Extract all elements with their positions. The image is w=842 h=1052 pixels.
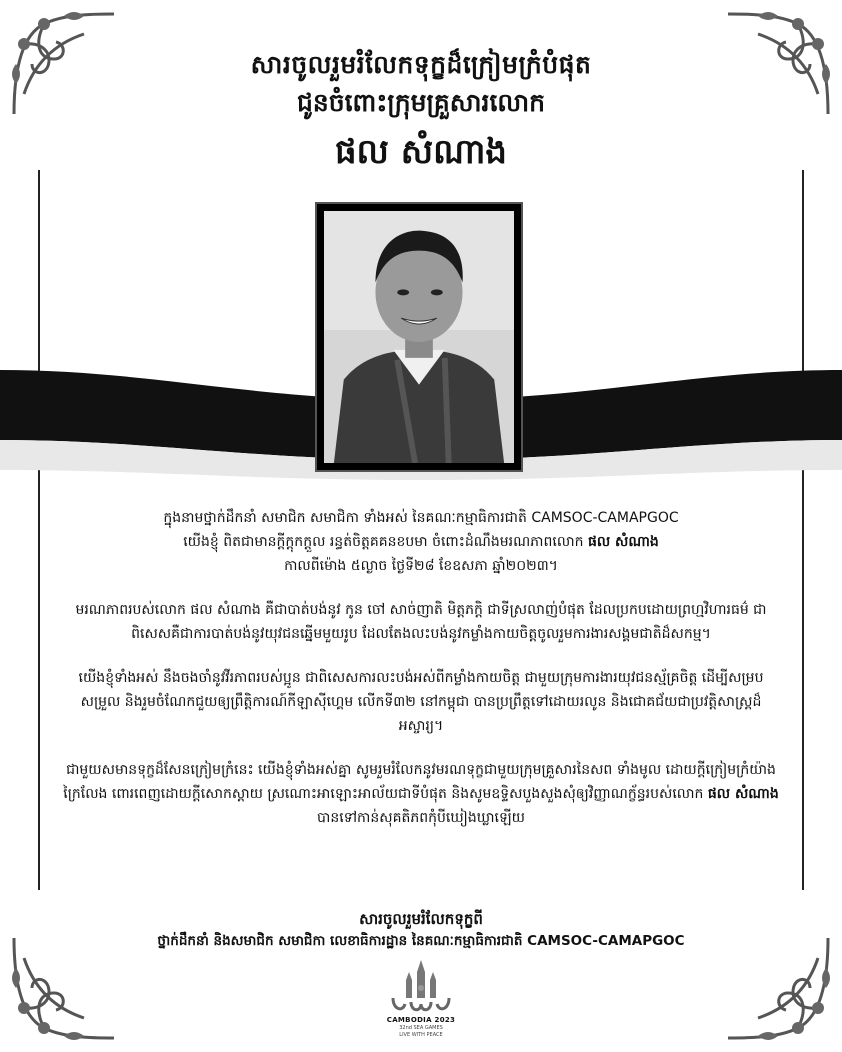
- header-title: សារចូលរួមរំលែកទុក្ខដ៏ក្រៀមក្រំបំផុត: [250, 50, 592, 79]
- paragraph-1-line-3: កាលពីម៉ោង ៥ល្ងាច ថ្ងៃទី២៨ ខែឧសភា ឆ្នាំ២០២៣។: [284, 558, 558, 574]
- footer: [0, 908, 842, 952]
- footer-title: សារចូលរួមរំលែកទុក្ខពី: [359, 910, 483, 928]
- angkor-temple-icon: [381, 958, 461, 1016]
- message-body: [60, 506, 782, 850]
- header: [0, 46, 842, 178]
- sea-games-logo: [381, 958, 461, 1044]
- deceased-name: ផល សំណាង: [334, 132, 508, 172]
- paragraph-1-line-1: ក្នុងនាមថ្នាក់ដឹកនាំ សមាជិក សមាជិកា ទាំងអស់ នៃគណៈកម្មាធិការជាតិ CAMSOC-CAMAPGOC: [163, 510, 679, 526]
- paragraph-4-text: ជាមួយសមានទុក្ខដ៏សែនក្រៀមក្រំនេះ យើងខ្ញុំទាំងអស់គ្នា សូមរួមរំលែកនូវមរណទុក្ខជាមួយក្រុមគ្រួសារនៃសព ទាំងមូល ដោយក្តីក្រៀមក្រំយ៉ាងក្រៃលែង ពោរពេញដោយក្តីសោកស្តាយ ស្រណោះអាឡោះអាល័យជាទីបំផុត និងសូមឧទ្ទិសបួងសួងសុំឲ្យវិញ្ញាណក្ខ័ន្ធរបស់លោក: [63, 762, 776, 802]
- logo-title: CAMBODIA 2023: [386, 1016, 456, 1024]
- paragraph-1-line-2: យើងខ្ញុំ ពិតជាមានក្តីក្តុកក្តួល រន្ធត់ចិត្តគគនខបមា ចំពោះដំណឹងមរណភាពលោក: [183, 534, 584, 550]
- header-subtitle: ជូនចំពោះក្រុមគ្រួសារលោក: [296, 88, 546, 117]
- logo-subtitle-1: 32nd SEA GAMES: [399, 1025, 443, 1031]
- left-border-line: [38, 170, 40, 890]
- logo-subtitle-2: LIVE WITH PEACE: [399, 1032, 443, 1038]
- paragraph-4-end: បានទៅកាន់សុគតិភពកុំបីឃៀងឃ្លាឡើយ: [317, 810, 525, 826]
- paragraph-3: យើងខ្ញុំទាំងអស់ នឹងចងចាំនូវវីរភាពរបស់ប្អូន ជាពិសេសការលះបង់អស់ពីកម្លាំងកាយចិត្ត ជាមួយក្រុមការងារយុវជនស្ម័គ្រចិត្ត ដើម្បីសម្របសម្រួល និងរួមចំណែកជួយឲ្យព្រឹត្តិការណ៍កីឡាស៊ីហ្គេម លើកទី៣២ នៅកម្ពុជា បានប្រព្រឹត្តទៅដោយរលូន និងជោគជ័យជាប្រវត្តិសាស្រ្តដ៏អស្ចារ្យ។: [78, 670, 764, 734]
- paragraph-1: [60, 506, 782, 578]
- paragraph-1-name: ផល សំណាង: [587, 534, 659, 550]
- footer-organization: ថ្នាក់ដឹកនាំ និងសមាជិក សមាជិកា លេខាធិការដ្ឋាន នៃគណៈកម្មាធិការជាតិ CAMSOC-CAMAPGOC: [157, 933, 685, 949]
- paragraph-4: [60, 758, 782, 830]
- right-border-line: [802, 170, 804, 890]
- portrait-photo: [324, 211, 514, 463]
- paragraph-2: មរណភាពរបស់លោក ផល សំណាង គឺជាបាត់បង់នូវ កូន ចៅ សាច់ញាតិ មិត្តភក្តិ ជាទីស្រលាញ់បំផុត ដែលប្រកបដោយព្រហ្មវិហារធម៌ ជាពិសេសគឺជាការបាត់បង់នូវយុវជនឆ្នើមមួយរូប ដែលតែងលះបង់នូវកម្លាំងកាយចិត្តចូលរួមការងារសង្គមជាតិដ៏សកម្ម។: [75, 602, 767, 642]
- portrait-frame: [315, 202, 523, 472]
- paragraph-4-name: ផល សំណាង: [707, 786, 779, 802]
